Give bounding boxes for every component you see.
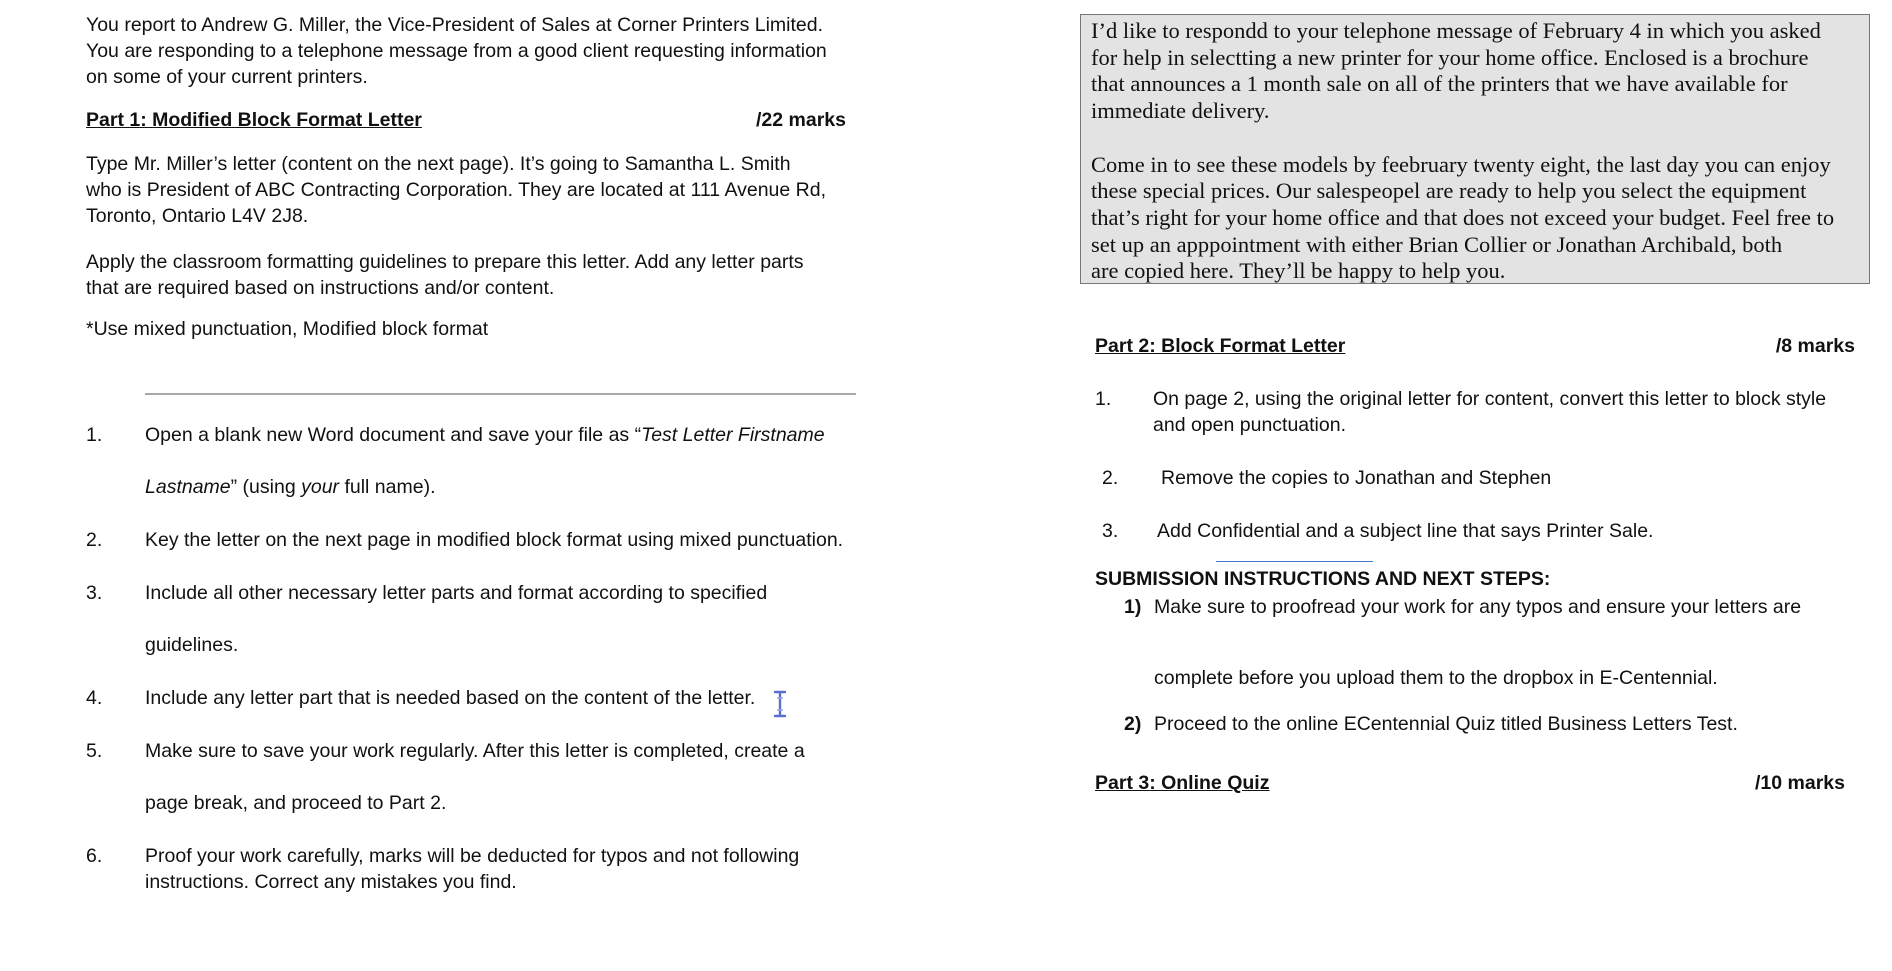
step-text-part: ” (using	[230, 476, 302, 498]
intro-line: You are responding to a telephone message from a good client requesting information	[86, 40, 827, 62]
submission-text: Proceed to the online ECentennial Quiz titled Business Letters Test.	[1154, 713, 1738, 735]
letter-line: immediate delivery.	[1091, 98, 1270, 124]
part2-item-2-text	[1161, 465, 1551, 491]
step-number: 1.	[86, 424, 103, 446]
type-paragraph	[86, 151, 856, 229]
step-number: 4.	[86, 687, 103, 709]
apply-paragraph	[86, 249, 856, 301]
divider-line	[145, 393, 856, 395]
type-line: who is President of ABC Contracting Corporation. They are located at 111 Avenue Rd,	[86, 179, 826, 201]
step-text	[145, 422, 865, 448]
letter-line: are copied here. They’ll be happy to help you.	[1091, 258, 1506, 284]
part3-marks: /10 marks	[1755, 772, 1845, 794]
part1-marks: /22 marks	[756, 109, 846, 131]
item-number: 1.	[1095, 388, 1112, 410]
part2-marks: /8 marks	[1775, 335, 1855, 357]
apply-line: that are required based on instructions and/or content.	[86, 277, 555, 299]
apply-line: Apply the classroom formatting guidelines to prepare this letter. Add any letter parts	[86, 251, 804, 273]
submission-number: 2)	[1124, 713, 1142, 735]
step-filename-italic: Test Letter Firstname	[641, 424, 825, 446]
paragraph-gap	[1091, 125, 1859, 152]
step-text: guidelines.	[145, 634, 239, 656]
blue-underline-mark	[1216, 561, 1373, 562]
part2-heading	[1095, 335, 1855, 358]
intro-line: on some of your current printers.	[86, 66, 368, 88]
step-text: Make sure to save your work regularly. After this letter is completed, create a	[145, 740, 805, 762]
letter-line: Come in to see these models by feebruary twenty eight, the last day you can enjoy	[1091, 151, 1831, 177]
part2-item-3	[1102, 518, 1118, 544]
letter-content-box	[1080, 14, 1870, 284]
step-text: instructions. Correct any mistakes you find.	[145, 871, 517, 893]
part2-item-1	[1095, 386, 1111, 412]
item-text: Add Confidential and a subject line that says Printer Sale.	[1157, 520, 1654, 542]
part2-title: Part 2: Block Format Letter	[1095, 335, 1346, 357]
step-text	[145, 474, 865, 500]
part2-item-1-text	[1153, 386, 1873, 438]
item-text: On page 2, using the original letter for content, convert this letter to block style	[1153, 388, 1827, 410]
letter-line: I’d like to respondd to your telephone message of February 4 in which you asked	[1091, 18, 1821, 43]
item-number: 2.	[1102, 467, 1119, 489]
step-emphasis-italic: your	[301, 476, 340, 498]
submission-heading: SUBMISSION INSTRUCTIONS AND NEXT STEPS:	[1095, 568, 1551, 590]
step-number: 2.	[86, 529, 103, 551]
step-text: Include all other necessary letter parts and format according to specified	[145, 582, 768, 604]
step-filename-italic: Lastname	[145, 476, 231, 498]
mixed-punctuation-note	[86, 316, 856, 342]
type-line: Type Mr. Miller’s letter (content on the next page). It’s going to Samantha L. Smith	[86, 153, 791, 175]
submission-text: complete before you upload them to the dropbox in E-Centennial.	[1154, 667, 1718, 689]
step-number: 3.	[86, 582, 103, 604]
letter-line: that announces a 1 month sale on all of the printers that we have available for	[1091, 71, 1788, 97]
part2-item-3-text	[1157, 518, 1653, 544]
letter-line: set up an apppointment with either Brian Collier or Jonathan Archibald, both	[1091, 231, 1783, 257]
step-text-part: Open a blank new Word document and save your file as “	[145, 424, 642, 446]
type-line: Toronto, Ontario L4V 2J8.	[86, 205, 309, 227]
part2-item-2	[1102, 465, 1118, 491]
submission-text: Make sure to proofread your work for any typos and ensure your letters are	[1154, 596, 1802, 618]
step-text: Proof your work carefully, marks will be deducted for typos and not following	[145, 845, 800, 867]
part1-heading	[86, 109, 846, 132]
letter-line: for help in selectting a new printer for your home office. Enclosed is a brochure	[1091, 44, 1809, 70]
letter-line: that’s right for your home office and that does not exceed your budget. Feel free to	[1091, 204, 1835, 230]
step-number: 6.	[86, 845, 103, 867]
item-text: Remove the copies to Jonathan and Stephen	[1161, 467, 1552, 489]
step-number: 5.	[86, 740, 103, 762]
step-text: Include any letter part that is needed based on the content of the letter.	[145, 687, 756, 709]
text-cursor-icon	[772, 690, 788, 718]
item-text: and open punctuation.	[1153, 414, 1347, 436]
letter-line: these special prices. Our salespeopel are ready to help you select the equipment	[1091, 178, 1807, 204]
intro-line: You report to Andrew G. Miller, the Vice-President of Sales at Corner Printers Limited.	[86, 14, 824, 36]
submission-number: 1)	[1124, 596, 1142, 618]
step-text: page break, and proceed to Part 2.	[145, 792, 447, 814]
part3-title: Part 3: Online Quiz	[1095, 772, 1270, 794]
part3-heading	[1095, 772, 1845, 795]
step-text: Key the letter on the next page in modified block format using mixed punctuation.	[145, 529, 844, 551]
intro-paragraph	[86, 12, 856, 90]
step-text-part: full name).	[339, 476, 436, 498]
part1-title: Part 1: Modified Block Format Letter	[86, 109, 422, 131]
item-number: 3.	[1102, 520, 1119, 542]
mixed-note-text: *Use mixed punctuation, Modified block format	[86, 318, 489, 340]
